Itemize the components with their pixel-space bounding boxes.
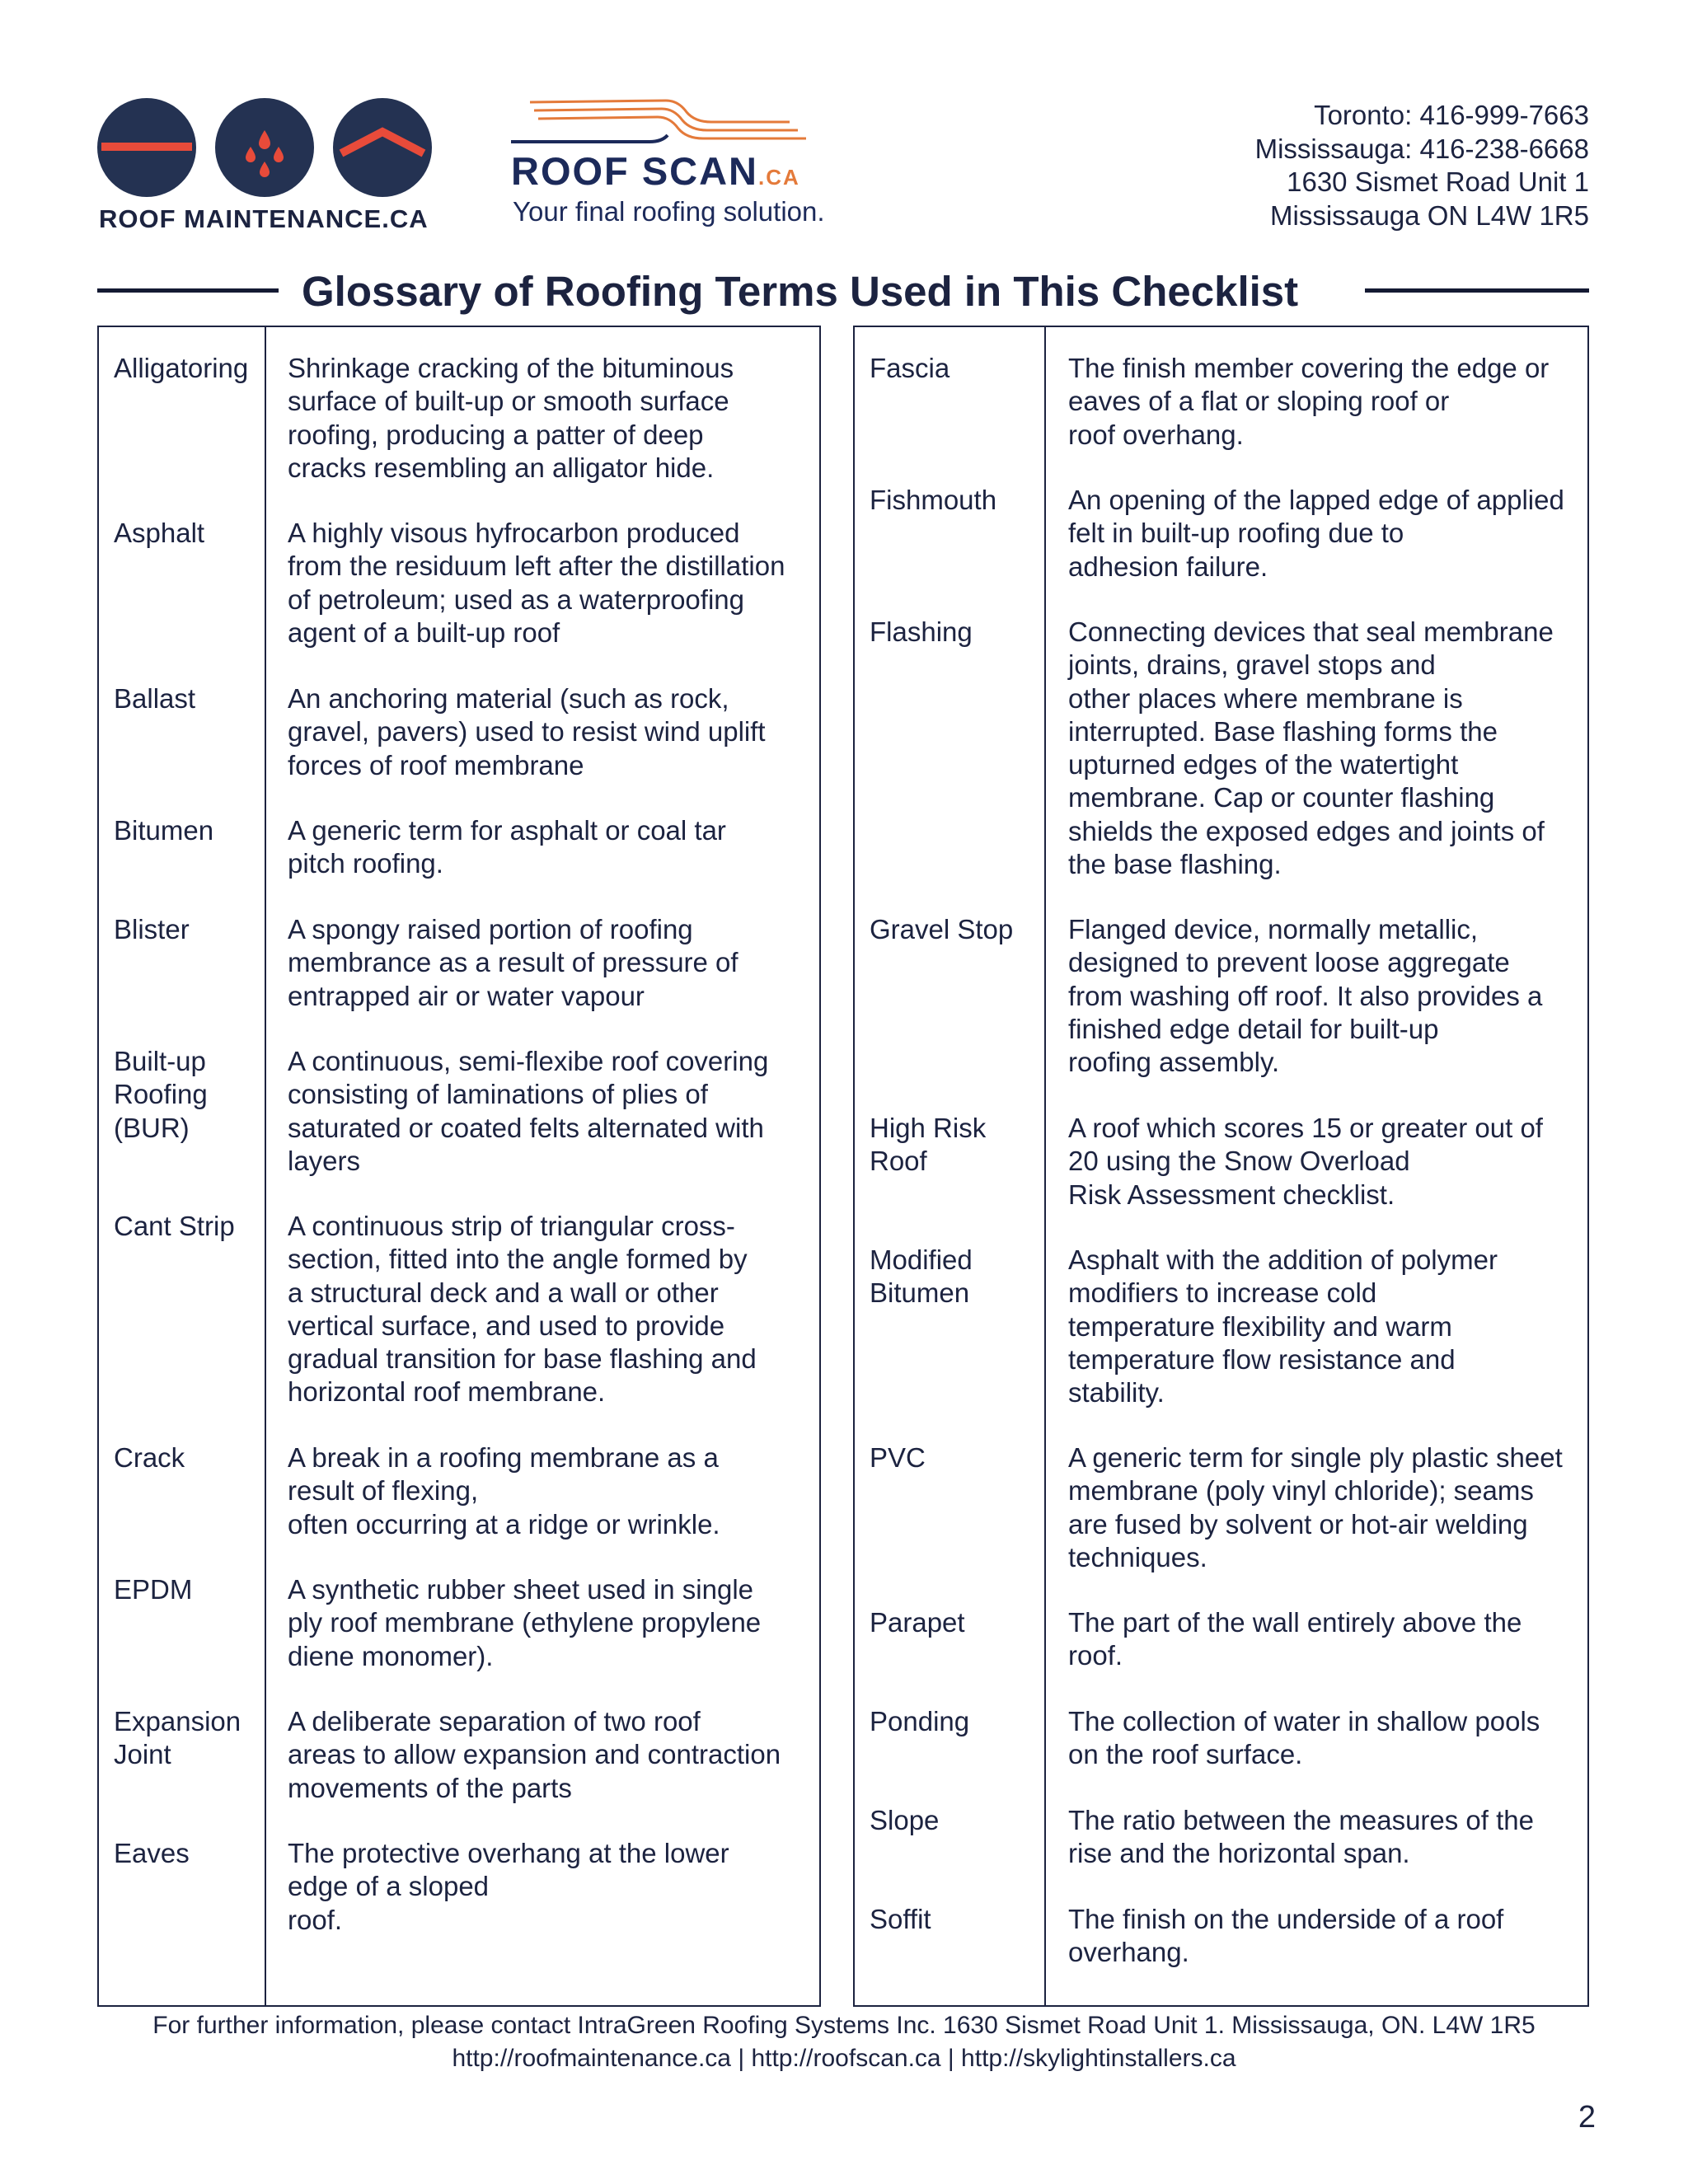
glossary-definition: An opening of the lapped edge of applied felt in built-up roofing due to adhesion failure. (1068, 485, 1564, 582)
glossary-term: Ponding (870, 1706, 970, 1736)
glossary-term: Bitumen (114, 815, 214, 846)
roof-maintenance-logo-text: ROOF MAINTENANCE.CA (99, 204, 429, 233)
glossary-definition: The ratio between the measures of the rise and the horizontal span. (1068, 1805, 1534, 1869)
glossary-term: Parapet (870, 1607, 965, 1638)
roof-scan-brand: ROOF SCAN.CA (511, 149, 800, 193)
roof-scan-swoosh-icon (509, 94, 856, 152)
page-number: 2 (1578, 2100, 1596, 2135)
glossary-term: Modified Bitumen (870, 1244, 973, 1309)
glossary-term: PVC (870, 1442, 926, 1473)
glossary-definition: The finish member covering the edge or eaves of a flat or sloping roof or roof overhang. (1068, 353, 1550, 450)
roof-maintenance-logo-icon (97, 97, 435, 198)
roof-scan-tagline: Your final roofing solution. (513, 196, 825, 227)
glossary-term: Slope (870, 1805, 940, 1835)
roof-scan-logo (509, 94, 856, 234)
glossary-definition: A roof which scores 15 or greater out of 20 using the Snow Overload Risk Assessment checklist. (1068, 1113, 1543, 1210)
glossary-term: Soffit (870, 1904, 931, 1934)
glossary-term: Blister (114, 914, 190, 944)
glossary-definition: A continuous strip of triangular cross- section, fitted into the angle formed by a structural deck and a wall or other vertical surface, and used to provide gradual transition for base flashing and horizontal roof membrane. (288, 1211, 757, 1408)
footer-links-line: http://roofmaintenance.ca | http://roofscan.ca | http://skylightinstallers.ca (452, 2045, 1236, 2072)
footer (0, 2009, 1688, 2075)
glossary-definition: A generic term for asphalt or coal tar pitch roofing. (288, 815, 726, 879)
glossary-definition: A highly visous hyfrocarbon produced from the residuum left after the distillation of petroleum; used as a waterproofing agent of a built-up roof (288, 518, 785, 648)
contact-toronto: Toronto: 416-999-7663 (1314, 100, 1589, 130)
glossary-term: Fishmouth (870, 485, 997, 515)
title-rule-left (97, 288, 279, 293)
glossary-definition: A continuous, semi-flexibe roof covering consisting of laminations of plies of saturated or coated felts alternated with layers (288, 1046, 769, 1176)
glossary-term: Cant Strip (114, 1211, 235, 1241)
glossary-term: Built-up Roofing (BUR) (114, 1046, 208, 1143)
roof-maintenance-logo (97, 97, 435, 237)
glossary-term: Gravel Stop (870, 914, 1014, 944)
glossary-definition: Flanged device, normally metallic, designed to prevent loose aggregate from washing off roof. It also provides a finished edge detail for built-up roofing assembly. (1068, 914, 1543, 1078)
glossary-term: Flashing (870, 616, 973, 647)
glossary-term: High Risk Roof (870, 1113, 987, 1177)
glossary-definition: Shrinkage cracking of the bituminous surface of built-up or smooth surface roofing, producing a patter of deep cracks resembling an alligator hide. (288, 353, 734, 483)
glossary-definition: Connecting devices that seal membrane joints, drains, gravel stops and other places where membrane is interrupted. Base flashing forms the upturned edges of the watertight membrane. Cap or counter flashing shields the exposed edges and joints of the base flashing. (1068, 616, 1554, 880)
glossary-term: Asphalt (114, 518, 205, 548)
glossary-definition: An anchoring material (such as rock, gravel, pavers) used to resist wind uplift forces of roof membrane (288, 683, 766, 780)
glossary-definition: A deliberate separation of two roof areas to allow expansion and contraction movements of the parts (288, 1706, 781, 1803)
contact-address-line1: 1630 Sismet Road Unit 1 (1287, 166, 1589, 197)
glossary-term: Expansion Joint (114, 1706, 241, 1770)
title-section (97, 262, 1589, 316)
title-rule-right (1365, 288, 1589, 293)
glossary-table-right (853, 326, 1589, 2007)
column-divider (265, 327, 266, 2005)
page-title: Glossary of Roofing Terms Used in This Checklist (302, 268, 1299, 315)
glossary-definition: A spongy raised portion of roofing membrance as a result of pressure of entrapped air or water vapour (288, 914, 738, 1011)
glossary-definition: A generic term for single ply plastic sheet membrane (poly vinyl chloride); seams are fused by solvent or hot-air welding techniques. (1068, 1442, 1563, 1572)
contact-mississauga: Mississauga: 416-238-6668 (1254, 133, 1589, 164)
contact-address-line2: Mississauga ON L4W 1R5 (1270, 199, 1589, 231)
glossary-term: Fascia (870, 353, 950, 383)
glossary-table-left (97, 326, 821, 2007)
footer-contact-line: For further information, please contact IntraGreen Roofing Systems Inc. 1630 Sismet Road Unit 1. Mississauga, ON. L4W 1R5 (152, 2012, 1536, 2039)
glossary-definition: A break in a roofing membrane as a result of flexing, often occurring at a ridge or wrinkle. (288, 1442, 720, 1540)
glossary-definition: A synthetic rubber sheet used in single ply roof membrane (ethylene propylene diene monomer). (288, 1574, 762, 1671)
glossary-term: EPDM (114, 1574, 193, 1605)
contact-info (1255, 99, 1589, 232)
glossary-term: Crack (114, 1442, 185, 1473)
glossary-definition: The finish on the underside of a roof overhang. (1068, 1904, 1504, 1968)
glossary-definition: The protective overhang at the lower edge of a sloped roof. (288, 1838, 729, 1935)
glossary-definition: The part of the wall entirely above the roof. (1068, 1607, 1522, 1671)
glossary-definition: Asphalt with the addition of polymer modifiers to increase cold temperature flexibility and warm temperature flow resistance and stability. (1068, 1244, 1498, 1408)
column-divider (1044, 327, 1046, 2005)
glossary-definition: The collection of water in shallow pools on the roof surface. (1068, 1706, 1540, 1770)
glossary-term: Ballast (114, 683, 196, 714)
glossary-term: Alligatoring (114, 353, 249, 383)
glossary-term: Eaves (114, 1838, 190, 1868)
